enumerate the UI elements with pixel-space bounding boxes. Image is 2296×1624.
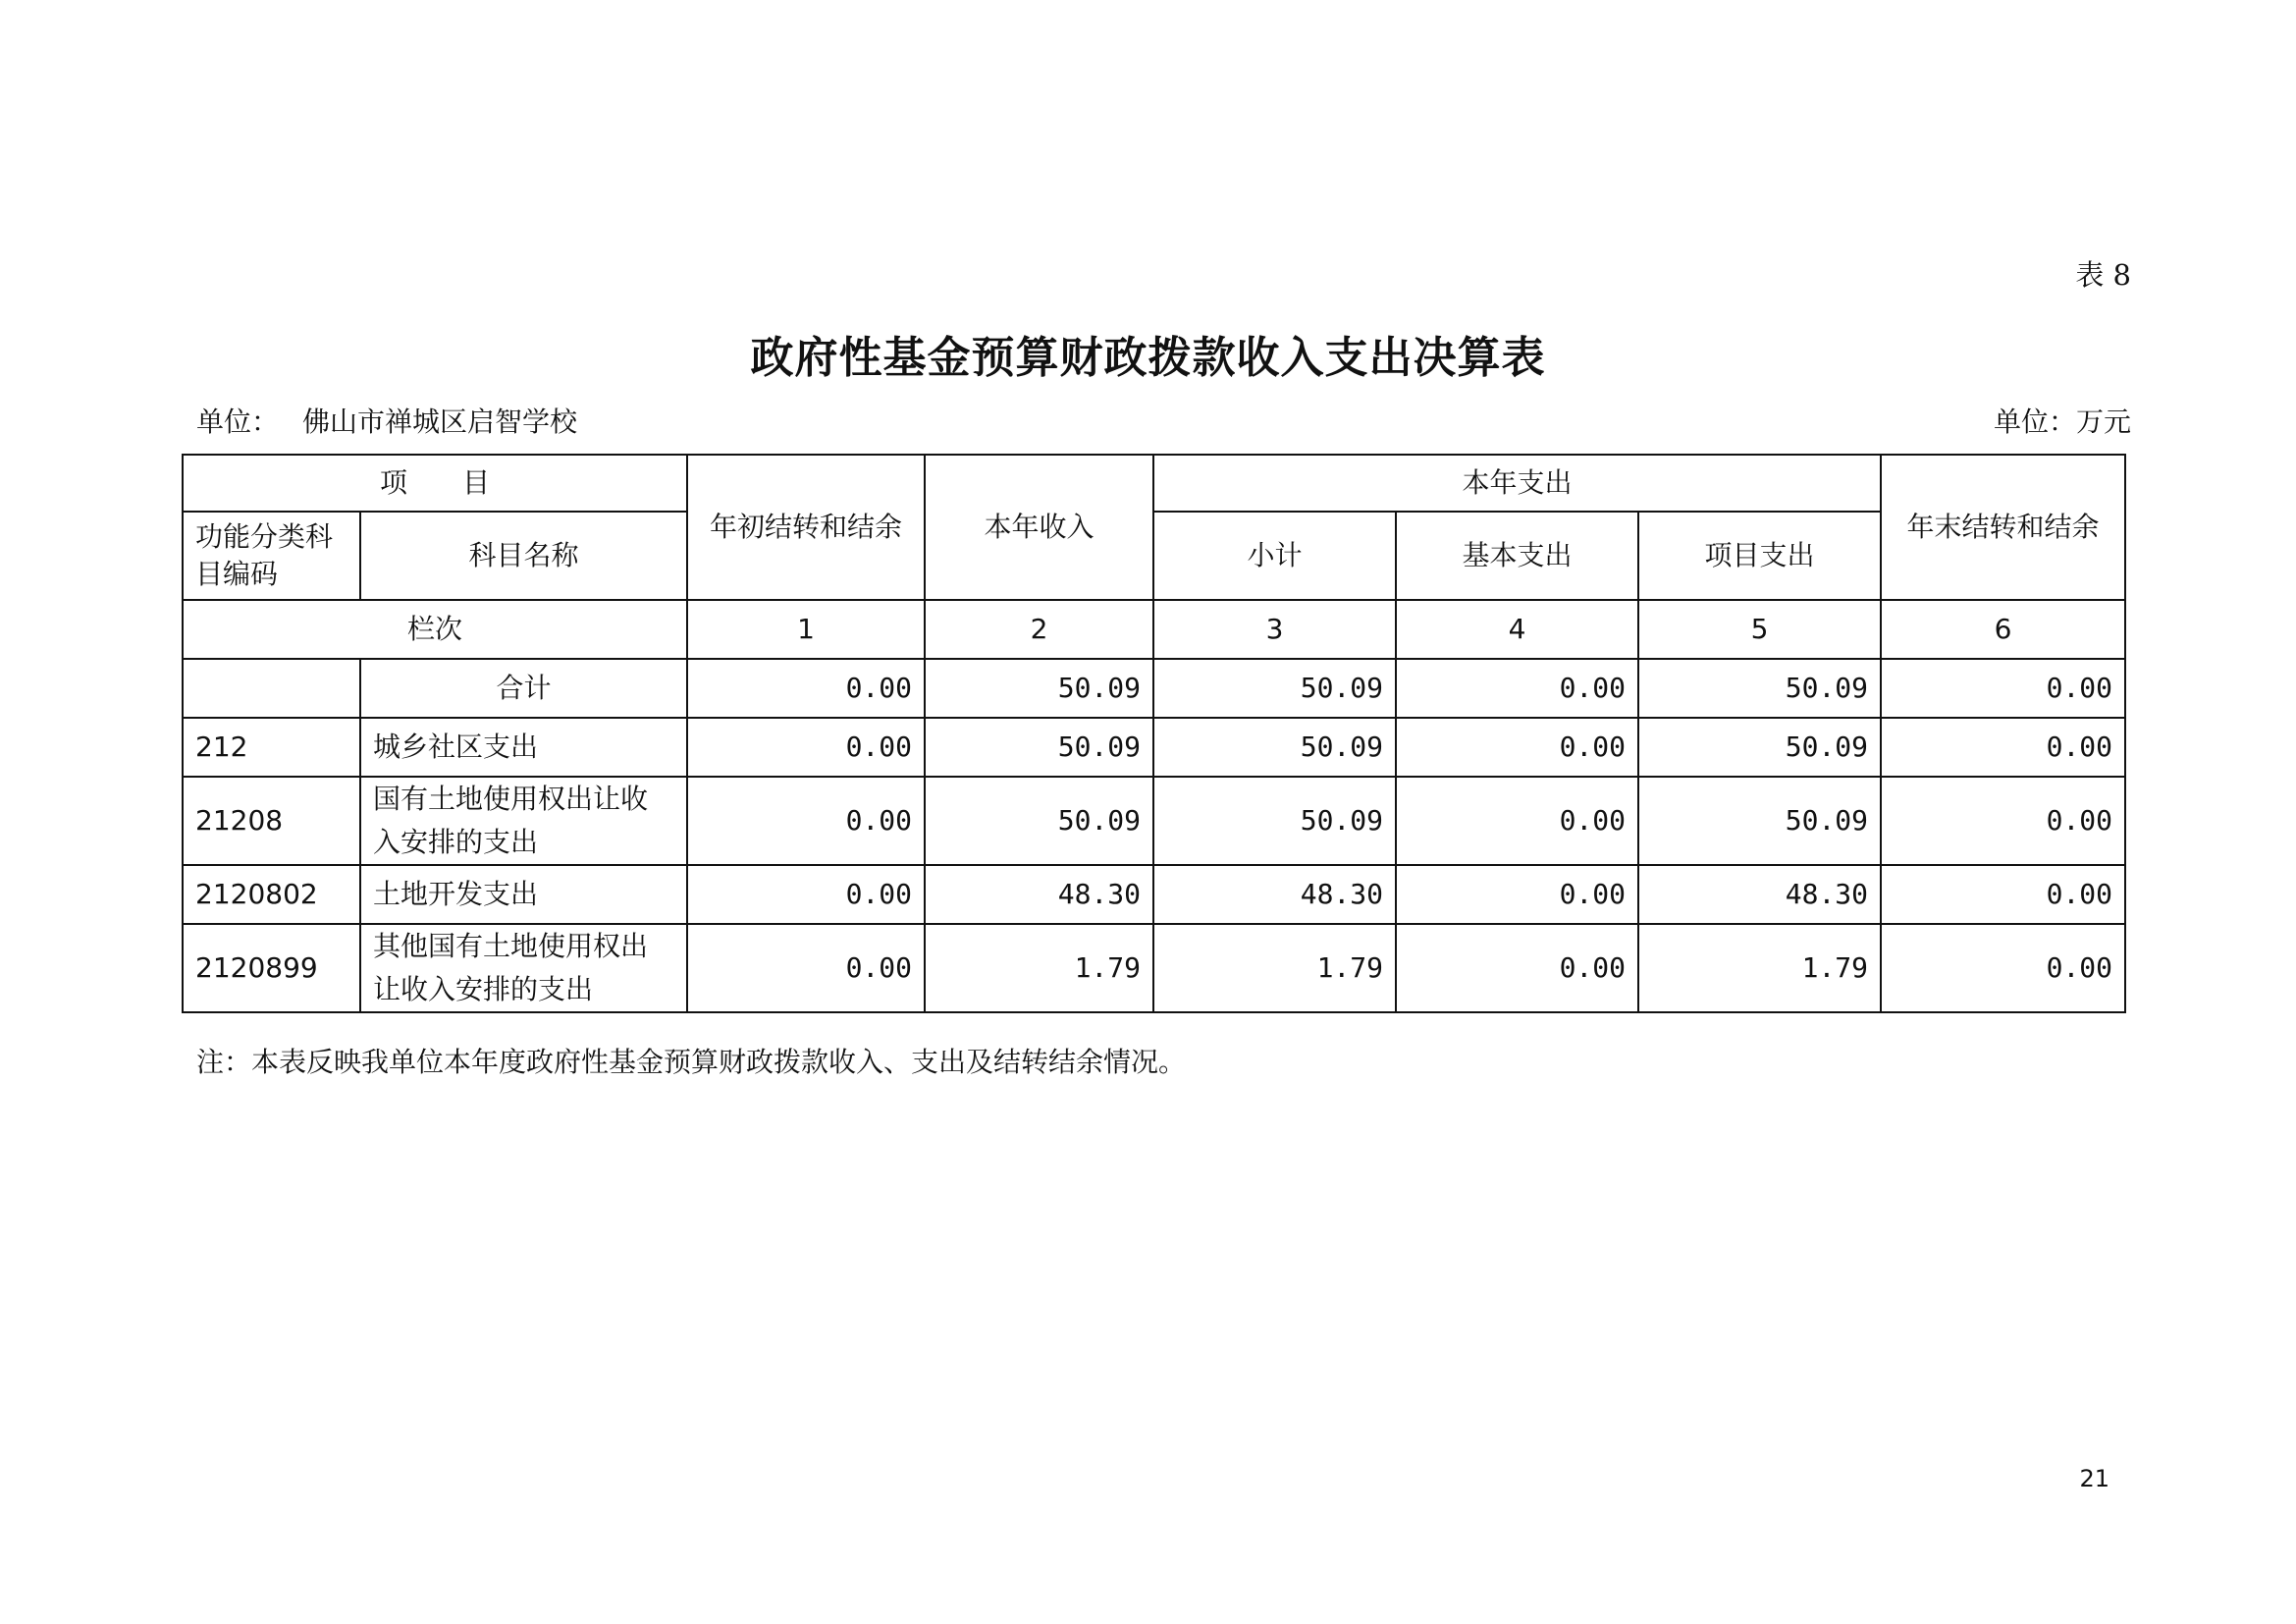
cell-basic: 0.00: [1396, 718, 1638, 777]
table-number: 表 8: [2075, 258, 2131, 292]
cell-project: 50.09: [1638, 659, 1881, 718]
table-row: [183, 718, 2125, 777]
page-number: 21: [2079, 1465, 2109, 1492]
column-index: 1: [687, 600, 925, 659]
organization-name: 佛山市禅城区启智学校: [302, 406, 578, 438]
cell-name: 其他国有土地使用权出让收入安排的支出: [360, 924, 687, 1012]
header-subtotal: 小计: [1153, 512, 1396, 600]
unit-label: 单位：万元: [1993, 406, 2131, 438]
table-row-total: [183, 659, 2125, 718]
cell-project: 1.79: [1638, 924, 1881, 1012]
budget-table: [182, 454, 2126, 1013]
cell-subtotal: 1.79: [1153, 924, 1396, 1012]
table-row: [183, 865, 2125, 924]
header-closing-balance: 年末结转和结余: [1881, 455, 2125, 600]
header-current-income: 本年收入: [925, 455, 1153, 600]
cell-basic: 0.00: [1396, 924, 1638, 1012]
cell-closing: 0.00: [1881, 924, 2125, 1012]
cell-code: 2120802: [183, 865, 360, 924]
cell-closing: 0.00: [1881, 865, 2125, 924]
cell-code: [183, 659, 360, 718]
column-index: 2: [925, 600, 1153, 659]
cell-income: 50.09: [925, 659, 1153, 718]
column-index: 3: [1153, 600, 1396, 659]
cell-subtotal: 50.09: [1153, 718, 1396, 777]
header-basic-expense: 基本支出: [1396, 512, 1638, 600]
cell-code: 21208: [183, 777, 360, 865]
cell-income: 50.09: [925, 777, 1153, 865]
header-item: 项 目: [183, 455, 687, 512]
cell-closing: 0.00: [1881, 659, 2125, 718]
cell-name: 城乡社区支出: [360, 718, 687, 777]
cell-opening: 0.00: [687, 924, 925, 1012]
table-row: [183, 777, 2125, 865]
cell-income: 48.30: [925, 865, 1153, 924]
header-function-code: 功能分类科目编码: [183, 512, 360, 600]
column-index: 4: [1396, 600, 1638, 659]
cell-basic: 0.00: [1396, 777, 1638, 865]
cell-project: 50.09: [1638, 777, 1881, 865]
cell-code: 212: [183, 718, 360, 777]
cell-name: 合计: [360, 659, 687, 718]
cell-opening: 0.00: [687, 865, 925, 924]
table-note: 注：本表反映我单位本年度政府性基金预算财政拨款收入、支出及结转结余情况。: [196, 1046, 1187, 1078]
cell-closing: 0.00: [1881, 777, 2125, 865]
header-opening-balance: 年初结转和结余: [687, 455, 925, 600]
organization-line: [196, 401, 577, 440]
cell-name: 国有土地使用权出让收入安排的支出: [360, 777, 687, 865]
document-title: 政府性基金预算财政拨款收入支出决算表: [750, 333, 1546, 383]
cell-project: 50.09: [1638, 718, 1881, 777]
column-index: 6: [1881, 600, 2125, 659]
column-index: 5: [1638, 600, 1881, 659]
cell-project: 48.30: [1638, 865, 1881, 924]
header-current-expense: 本年支出: [1153, 455, 1881, 512]
cell-subtotal: 48.30: [1153, 865, 1396, 924]
cell-basic: 0.00: [1396, 659, 1638, 718]
cell-closing: 0.00: [1881, 718, 2125, 777]
column-index-label: 栏次: [183, 600, 687, 659]
cell-name: 土地开发支出: [360, 865, 687, 924]
cell-subtotal: 50.09: [1153, 659, 1396, 718]
cell-opening: 0.00: [687, 718, 925, 777]
cell-subtotal: 50.09: [1153, 777, 1396, 865]
cell-income: 1.79: [925, 924, 1153, 1012]
header-project-expense: 项目支出: [1638, 512, 1881, 600]
cell-income: 50.09: [925, 718, 1153, 777]
cell-opening: 0.00: [687, 777, 925, 865]
organization-label: 单位：: [196, 406, 280, 438]
cell-code: 2120899: [183, 924, 360, 1012]
table-row: [183, 924, 2125, 1012]
cell-basic: 0.00: [1396, 865, 1638, 924]
cell-opening: 0.00: [687, 659, 925, 718]
header-subject-name: 科目名称: [360, 512, 687, 600]
